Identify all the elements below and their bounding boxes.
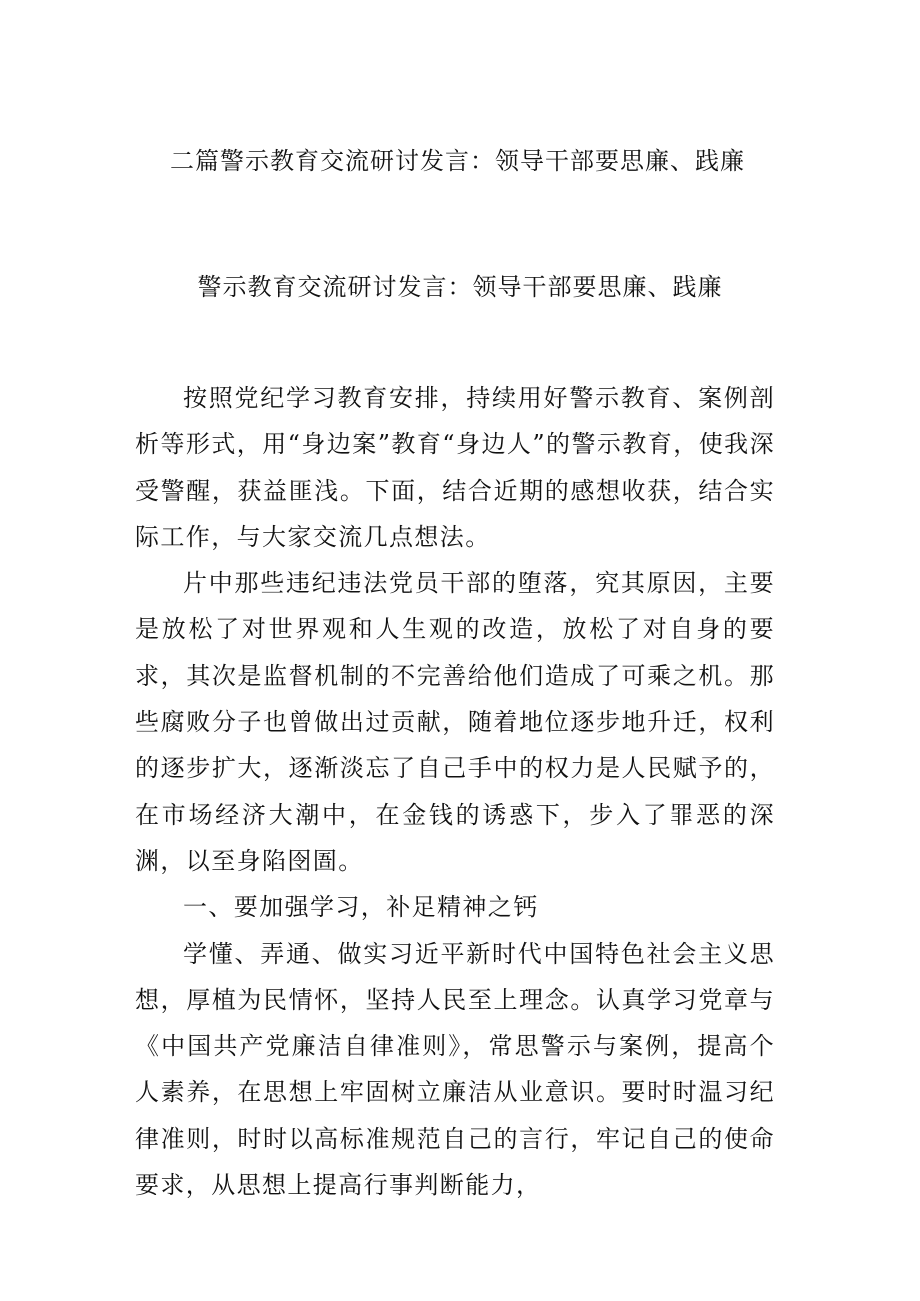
document-body xyxy=(135,375,775,1208)
document-title: 二篇警示教育交流研讨发言：领导干部要思廉、践廉 xyxy=(170,147,745,175)
section-heading-1: 一、要加强学习，补足精神之钙 xyxy=(183,893,539,922)
paragraph-section-1: 学懂、弄通、做实习近平新时代中国特色社会主义思想，厚植为民情怀，坚持人民至上理念。认真学习党章与《中国共产党廉洁自律准则》，常思警示与案例，提高个人素养，在思想上牢固树立廉洁从业意识。要时时温习纪律准则，时时以高标准规范自己的言行，牢记自己的使命要求，从思想上提高行事判断能力， xyxy=(135,939,775,1200)
paragraph-intro: 按照党纪学习教育安排，持续用好警示教育、案例剖析等形式，用“身边案”教育“身边人”的警示教育，使我深受警醒，获益匪浅。下面，结合近期的感想收获，结合实际工作，与大家交流几点想法。 xyxy=(135,384,775,551)
paragraph-analysis: 片中那些违纪违法党员干部的堕落，究其原因，主要是放松了对世界观和人生观的改造，放松了对自身的要求，其次是监督机制的不完善给他们造成了可乘之机。那些腐败分子也曾做出过贡献，随着地位逐步地升迁，权利的逐步扩大，逐渐淡忘了自己手中的权力是人民赋予的，在市场经济大潮中，在金钱的诱惑下，步入了罪恶的深渊，以至身陷囹圄。 xyxy=(135,569,775,875)
document-subtitle: 警示教育交流研讨发言：领导干部要思廉、践廉 xyxy=(197,273,723,301)
